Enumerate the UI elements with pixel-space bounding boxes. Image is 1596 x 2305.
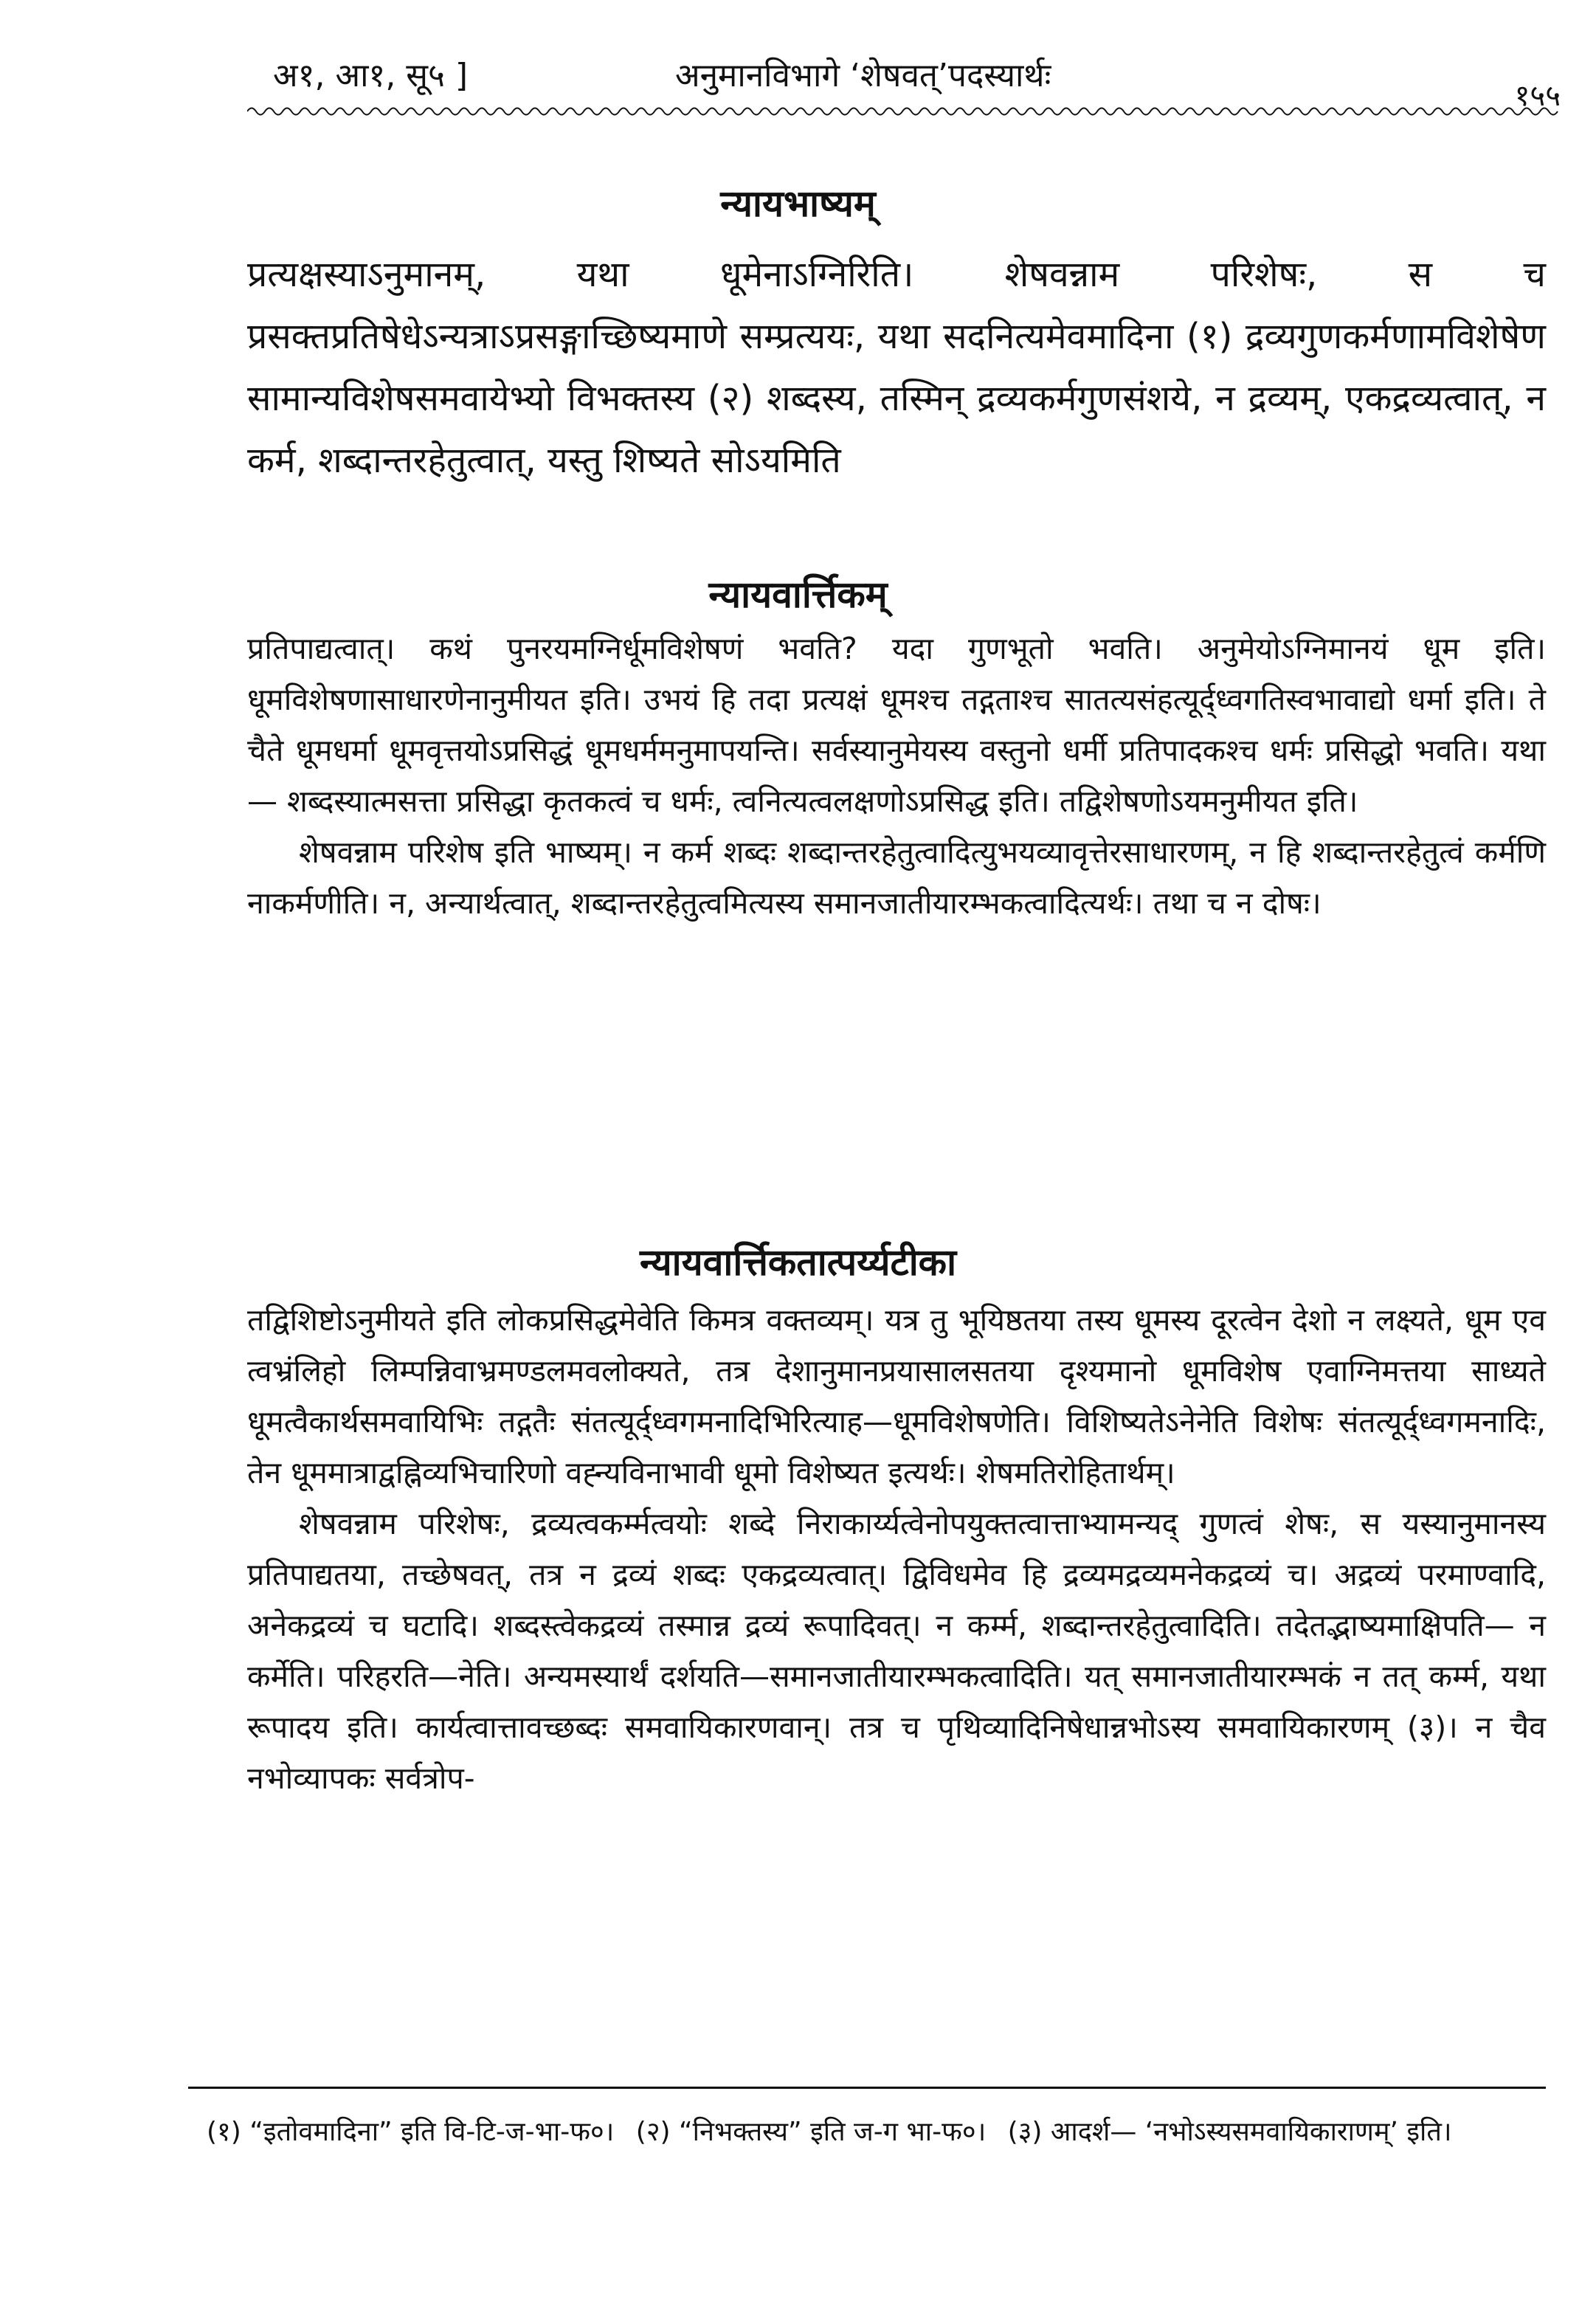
wavy-header-rule [247, 105, 1561, 118]
heading-nyayavartika: न्यायवार्त्तिकम् [708, 573, 888, 616]
header-title: अनुमानविभागे ‘शेषवत्’पदस्यार्थः [675, 57, 1051, 94]
paragraph: प्रतिपाद्यत्वात्। कथं पुनरयमग्निर्धूमविशेषणं भवति? यदा गुणभूतो भवति। अनुमेयोऽग्निमानयं धूम इति। धूमविशेषणासाधारणेनानुमीयत इति। उभयं हि तदा प्रत्यक्षं धूमश्च तद्गताश्च सातत्यसंहत्यूर्द्ध्वगतिस्वभावाद्यो धर्मा इति। ते चैते धूमधर्मा धूमवृत्तयोऽप्रसिद्धं धूमधर्ममनुमापयन्ति। सर्वस्यानुमेयस्य वस्तुनो धर्मी प्रतिपादकश्च धर्मः प्रसिद्धो भवति। यथा— शब्दस्यात्मसत्ता प्रसिद्धा कृतकत्वं च धर्मः, त्वनित्यत्वलक्षणोऽप्रसिद्ध इति। तद्विशेषणोऽयमनुमीयत इति। [247, 631, 1546, 819]
footnote-2: (२) “निभक्तस्य” इति ज-ग भा-फ०। [635, 2117, 987, 2147]
header-section-ref: अ१, आ१, सू५ ] [273, 57, 469, 94]
paragraph: शेषवन्नाम परिशेष इति भाष्यम्। न कर्म शब्दः शब्दान्तरहेतुत्वादित्युभयव्यावृत्तेरसाधारणम्, न हि शब्दान्तरहेतुत्वं कर्मणि नाकर्मणीति। न, अन्यार्थत्वात्, शब्दान्तरहेतुत्वमित्यस्य समानजातीयारम्भकत्वादित्यर्थः। तथा च न दोषः। [247, 834, 1546, 921]
heading-nyayabhashya: न्यायभाष्यम् [720, 182, 876, 225]
footnotes [207, 2110, 1535, 2154]
nyayavartika-text [247, 623, 1546, 929]
footnote-rule [188, 2087, 1546, 2089]
footnote-1: (१) “इतोवमादिना” इति वि-टि-ज-भा-फ०। [207, 2117, 615, 2147]
footnote-3: (३) आदर्श— ‘नभोऽस्यसमवायिकाराणम्’ इति। [1007, 2117, 1452, 2147]
paragraph: तद्विशिष्टोऽनुमीयते इति लोकप्रसिद्धमेवेति किमत्र वक्तव्यम्। यत्र तु भूयिष्ठतया तस्य धूमस्य दूरत्वेन देशो न लक्ष्यते, धूम एव त्वभ्रंलिहो लिम्पन्निवाभ्रमण्डलमवलोक्यते, तत्र देशानुमानप्रयासालसतया दृश्यमानो धूमविशेष एवाग्निमत्तया साध्यते धूमत्वैकार्थसमवायिभिः तद्गतैः संतत्यूर्द्ध्वगमनादिभिरित्याह—धूमविशेषणेति। विशिष्यतेऽनेनेति विशेषः संतत्यूर्द्ध्वगमनादिः, तेन धूममात्राद्वह्निव्यभिचारिणो वह्न्यविनाभावी धूमो विशेष्यत इत्यर्थः। शेषमतिरोहितार्थम्। [247, 1302, 1546, 1490]
heading-tatparyatika: न्यायवार्त्तिकतात्पर्य्यटीका [639, 1241, 957, 1284]
nyayabhashya-text [247, 243, 1546, 491]
running-header [247, 44, 1561, 113]
tatparyatika-text [247, 1295, 1546, 1804]
paragraph: प्रत्यक्षस्याऽनुमानम्, यथा धूमेनाऽग्निरिति। शेषवन्नाम परिशेषः, स च प्रसक्तप्रतिषेधेऽन्यत्राऽप्रसङ्गाच्छिष्यमाणे सम्प्रत्ययः, यथा सदनित्यमेवमादिना (१) द्रव्यगुणकर्मणामविशेषेण सामान्यविशेषसमवायेभ्यो विभक्तस्य (२) शब्दस्य, तस्मिन् द्रव्यकर्मगुणसंशये, न द्रव्यम्, एकद्रव्यत्वात्, न कर्म, शब्दान्तरहेतुत्वात्, यस्तु शिष्यते सोऽयमिति [247, 254, 1546, 481]
paragraph: शेषवन्नाम परिशेषः, द्रव्यत्वकर्म्मत्वयोः शब्दे निराकार्य्यत्वेनोपयुक्तत्वात्ताभ्यामन्यद् गुणत्वं शेषः, स यस्यानुमानस्य प्रतिपाद्यतया, तच्छेषवत्, तत्र न द्रव्यं शब्दः एकद्रव्यत्वात्। द्विविधमेव हि द्रव्यमद्रव्यमनेकद्रव्यं च। अद्रव्यं परमाण्वादि, अनेकद्रव्यं च घटादि। शब्दस्त्वेकद्रव्यं तस्मान्न द्रव्यं रूपादिवत्। न कर्म्म, शब्दान्तरहेतुत्वादिति। तदेतद्भाष्यमाक्षिपति— न कर्मेति। परिहरति—नेति। अन्यमस्यार्थं दर्शयति—समानजातीयारम्भकत्वादिति। यत् समानजातीयारम्भकं न तत् कर्म्म, यथा रूपादय इति। कार्यत्वात्तावच्छब्दः समवायिकारणवान्। तत्र च पृथिव्यादिनिषेधान्नभोऽस्य समवायिकारणम् (३)। न चैव नभोव्यापकः सर्वत्रोप- [247, 1506, 1546, 1796]
page-number: १५५ [1514, 79, 1561, 113]
